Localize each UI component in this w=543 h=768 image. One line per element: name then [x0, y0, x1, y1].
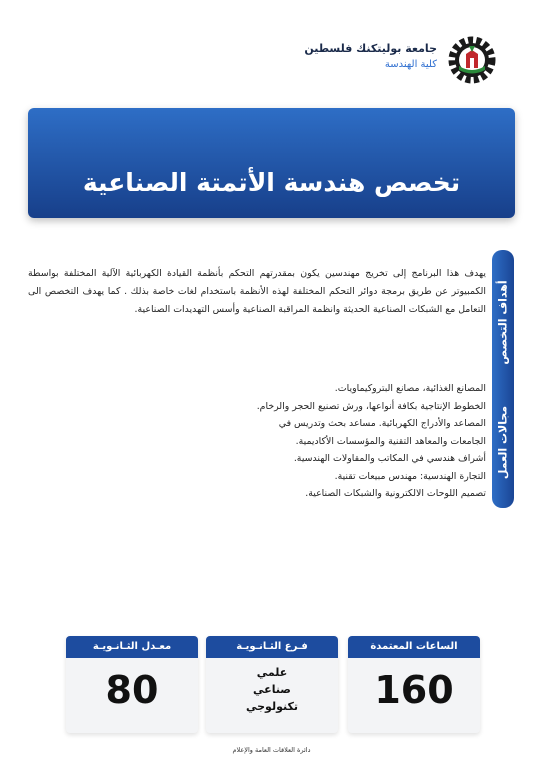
work-fields-list — [200, 380, 486, 503]
list-item: الجامعات والمعاهد التقنية والمؤسسات الأكاديمية. — [295, 435, 486, 447]
list-item: تصميم اللوحات الالكترونية والشبكات الصناعية. — [305, 488, 486, 499]
title-banner — [28, 108, 515, 218]
credit-hours-card — [348, 636, 480, 733]
secondary-branch-label: فـرع الثـانـويـة — [206, 636, 338, 658]
work-fields-tab-label: مجالات العمل — [496, 405, 510, 480]
secondary-average-card — [66, 636, 198, 733]
university-logo-icon — [446, 34, 498, 86]
secondary-branch-values — [206, 664, 338, 715]
objectives-paragraph: يهدف هذا البرنامج إلى تخريج مهندسين يكون بمقدرتهم التحكم بأنظمة القيادة الكهربائية الآلية المختلفة بواسطة الكمبيوتر عن طريق برمجة دوائر التحكم المختلفة لهذه الأنظمة باستخدام لغات خاصة بذلك . كما يهدف التخصص الى التعامل مع الشبكات الصناعية الحديثة وانظمة المراقبة الصناعية وأسس التهديدات الصناعية. — [28, 268, 486, 315]
secondary-average-value: 80 — [105, 668, 159, 712]
footer-department: دائرة العلاقات العامة والإعلام — [232, 746, 311, 754]
branch-option: تكنولوجي — [246, 700, 298, 713]
page-title: تخصص هندسة الأتمتة الصناعية — [82, 168, 461, 197]
branch-option: صناعي — [253, 683, 291, 696]
secondary-branch-card — [206, 636, 338, 733]
credit-hours-value: 160 — [374, 668, 454, 712]
objectives-tab-label: أهداف التخصص — [496, 280, 510, 365]
list-item: التجارة الهندسية: مهندس مبيعات تقنية. — [334, 470, 486, 482]
credit-hours-label: الساعات المعتمدة — [348, 636, 480, 658]
faculty-name: كلية الهندسة — [384, 59, 437, 70]
list-item: أشراف هندسي في المكاتب والمقاولات الهندسية. — [293, 453, 486, 464]
branch-option: علمي — [256, 666, 288, 679]
university-name: جامعة بوليتكنك فلسطين — [304, 42, 437, 55]
list-item: الخطوط الإنتاجية بكافة أنواعها، ورش تصنيع الحجر والرخام. — [256, 400, 486, 412]
list-item: المصانع الغذائية، مصانع البتروكيماويات. — [334, 383, 486, 394]
list-item: المصاعد والأدراج الكهربائية. مساعد بحث وتدريس في — [278, 418, 486, 429]
secondary-average-label: معـدل الثـانـويـة — [66, 636, 198, 658]
